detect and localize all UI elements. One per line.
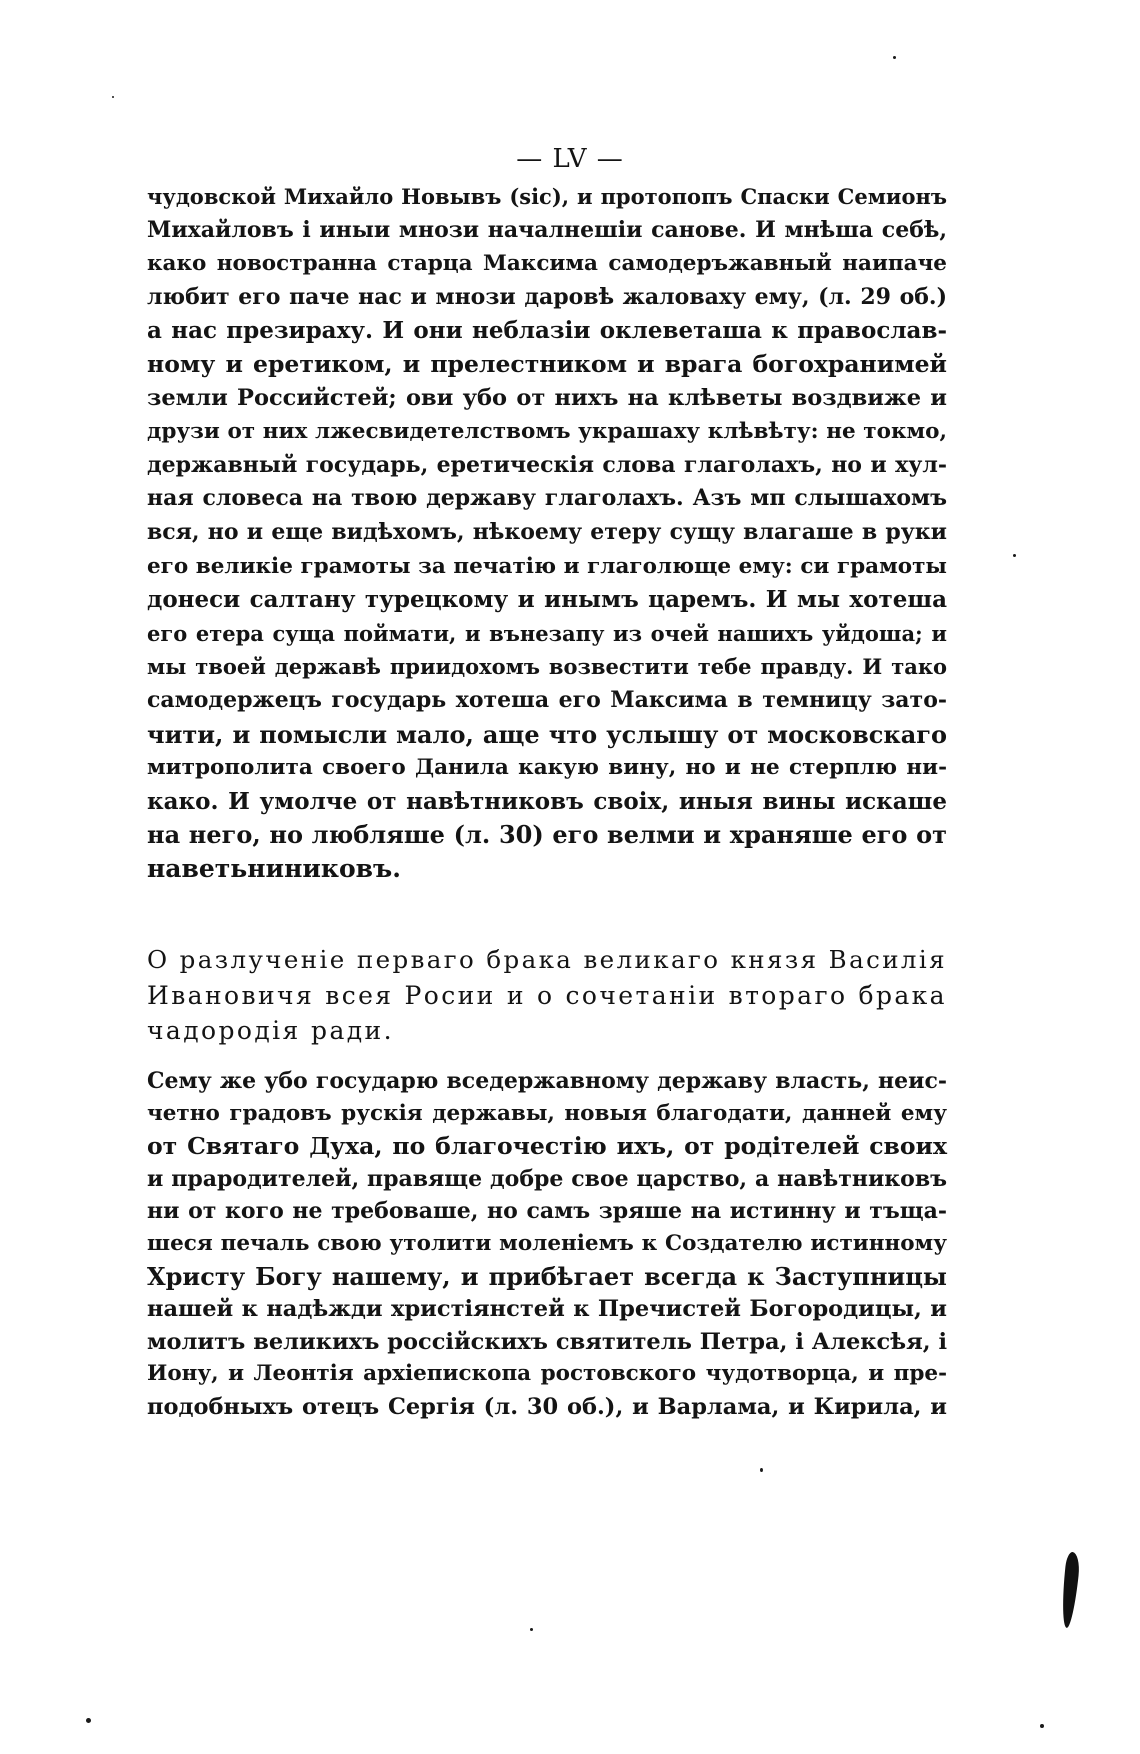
text-line: самодержецъ государь хотеша его Максима в темницу зато- — [147, 686, 947, 713]
scan-speck — [530, 1628, 533, 1631]
scan-speck — [760, 1468, 763, 1472]
text-line: ная словеса на твою державу глаголахъ. Азъ мп слышахомъ — [147, 485, 947, 512]
scan-speck — [1013, 554, 1016, 557]
scan-speck — [112, 96, 114, 98]
heading-line: чадородія ради. — [147, 1016, 394, 1045]
text-line: любит его паче нас и мнози даровѣ жаловаху ему, (л. 29 об.) — [147, 283, 947, 310]
text-line: наветьниниковъ. — [147, 853, 401, 883]
text-line: и прародителей, правяще добре свое царство, а навѣтниковъ — [147, 1165, 947, 1192]
text-line: како. И умолче от навѣтниковъ своіх, иныя вины искаше — [147, 787, 947, 815]
text-line: от Святаго Духа, по благочестію ихъ, от родітелей своих — [147, 1132, 947, 1161]
text-line: мы твоей державѣ приидохомъ возвестити тебе правду. И тако — [147, 654, 947, 680]
section-heading — [147, 942, 947, 1049]
text-line: чити, и помысли мало, аще что услышу от московскаго — [147, 719, 947, 749]
text-line: на него, но любляше (л. 30) его велми и храняше его от — [147, 820, 947, 850]
scan-speck — [86, 1718, 91, 1723]
heading-line: Ивановичя всея Росии и о сочетаніи втораго брака — [147, 980, 947, 1010]
text-line: нашей к надѣжди христіянстей к Пречистей Богородицы, и — [147, 1296, 947, 1323]
paragraph-2 — [147, 1065, 947, 1424]
text-line: ному и еретиком, и прелестником и врага богохранимей — [147, 349, 947, 378]
text-line: чудовской Михайло Новывъ (sic), и протопопъ Спаски Семионъ — [147, 184, 947, 209]
text-line: ни от кого не требоваше, но самъ зряше на истинну и тъща- — [147, 1198, 947, 1225]
paragraph-1 — [147, 180, 947, 885]
text-line: его етера суща поймати, и вънезапу из очей нашихъ уйдоша; и — [147, 620, 947, 646]
text-line: како новостранна старца Максима самодеръжавный наипаче — [147, 251, 947, 277]
heading-line: О разлученіе перваго брака великаго князя Василія — [147, 945, 947, 974]
text-line: молитъ великихъ россійскихъ святитель Петра, і Алексѣя, і — [147, 1328, 947, 1355]
text-line: подобныхъ отецъ Сергія (л. 30 об.), и Варлама, и Кирила, и — [147, 1393, 947, 1420]
page-number: — LV — — [516, 144, 624, 174]
text-line: шеся печаль свою утолити моленіемъ к Создателю истинному — [147, 1230, 947, 1256]
text-line: державный государь, еретическія слова глаголахъ, но и хул- — [147, 451, 947, 478]
text-line: Иону, и Леонтія архіепископа ростовского чудотворца, и пре- — [147, 1361, 947, 1387]
text-line: друзи от них лжесвидетелствомъ украшаху клѣвѣту: не токмо, — [147, 419, 947, 445]
text-line: донеси салтану турецкому и инымъ царемъ. И мы хотеша — [147, 586, 947, 614]
text-line: земли Российстей; ови убо от нихъ на клѣветы воздвиже и — [147, 384, 947, 411]
scan-speck — [893, 56, 896, 59]
text-line: Михайловъ і иныи мнози началнешіи санове. И мнѣша себѣ, — [147, 216, 947, 243]
text-line: митрополита своего Данила какую вину, но и не стерплю ни- — [147, 755, 947, 781]
text-line: четно градовъ рускія державы, новыя благодати, данней ему — [147, 1100, 947, 1126]
text-line: его великіе грамоты за печатію и глаголюще ему: си грамоты — [147, 553, 947, 579]
text-line: вся, но и еще видѣхомъ, нѣкоему етеру сущу влагаше в руки — [147, 518, 947, 545]
text-line: Сему же убо государю вседержавному державу власть, неис- — [147, 1068, 947, 1094]
text-line: Христу Богу нашему, и прибѣгает всегда к Заступницы — [147, 1261, 947, 1291]
text-line: а нас презираху. И они неблазіи оклеветаша к православ- — [147, 317, 947, 345]
ink-blot — [1059, 1551, 1081, 1628]
scan-speck — [1040, 1724, 1044, 1728]
